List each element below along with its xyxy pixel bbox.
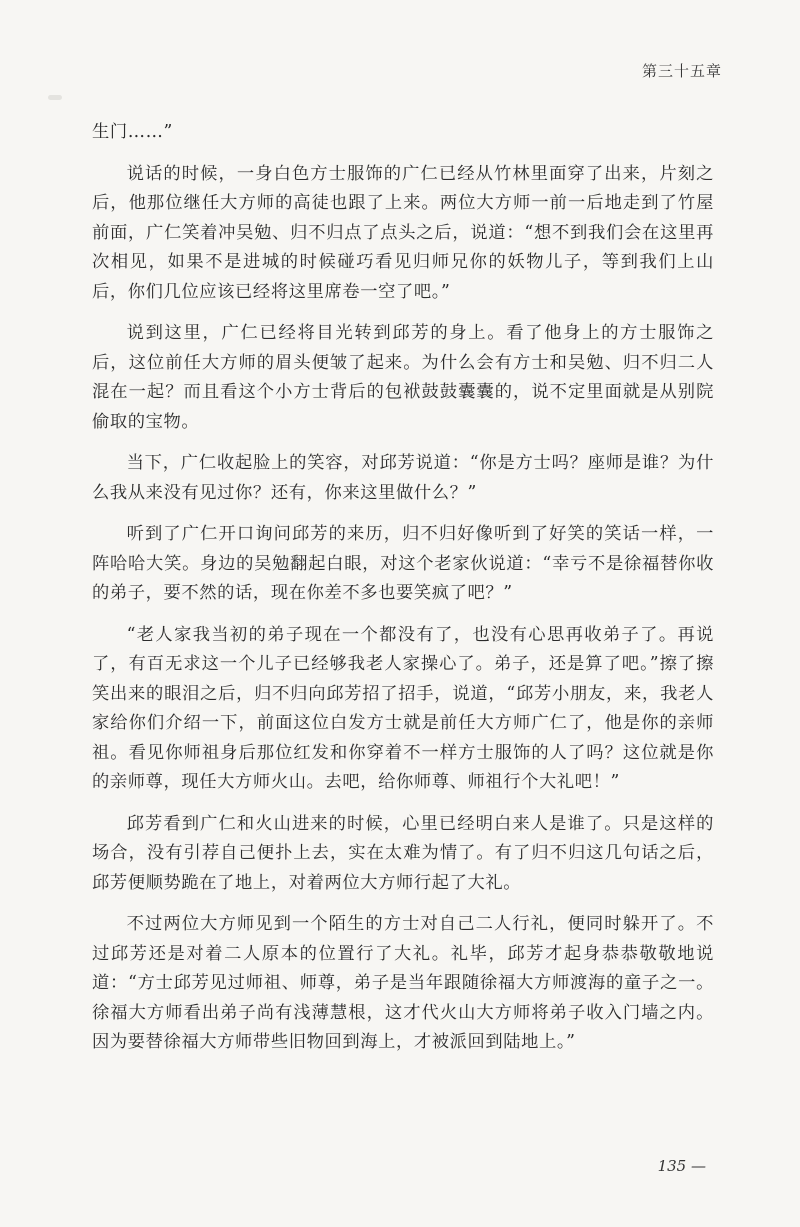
paragraph: “老人家我当初的弟子现在一个都没有了，也没有心思再收弟子了。再说了，有百无求这一个儿子已经够我老人家操心了。弟子，还是算了吧。”擦了擦笑出来的眼泪之后，归不归向邱芳招了招手，说道，“邱芳小朋友，来，我老人家给你们介绍一下，前面这位白发方士就是前任大方师广仁了，他是你的亲师祖。看见你师祖身后那位红发和你穿着不一样方士服饰的人了吗？这位就是你的亲师尊，现任大方师火山。去吧，给你师尊、师祖行个大礼吧！”	[92, 624, 714, 792]
paragraph: 不过两位大方师见到一个陌生的方士对自己二人行礼，便同时躲开了。不过邱芳还是对着二人原本的位置行了大礼。礼毕，邱芳才起身恭恭敬敬地说道：“方士邱芳见过师祖、师尊，弟子是当年跟随徐福大方师渡海的童子之一。徐福大方师看出弟子尚有浅薄慧根，这才代火山大方师将弟子收入门墙之内。因为要替徐福大方师带些旧物回到海上，才被派回到陆地上。”	[92, 914, 714, 1052]
paragraph: 生门……”	[92, 122, 173, 142]
paragraph: 听到了广仁开口询问邱芳的来历，归不归好像听到了好笑的笑话一样，一阵哈哈大笑。身边的吴勉翻起白眼，对这个老家伙说道：“幸亏不是徐福替你收的弟子，要不然的话，现在你差不多也要笑疯了吧？”	[92, 524, 714, 603]
paragraph: 邱芳看到广仁和火山进来的时候，心里已经明白来人是谁了。只是这样的场合，没有引荐自己便扑上去，实在太难为情了。有了归不归这几句话之后，邱芳便顺势跪在了地上，对着两位大方师行起了大礼。	[92, 813, 714, 893]
paragraph: 说到这里，广仁已经将目光转到邱芳的身上。看了他身上的方士服饰之后，这位前任大方师的眉头便皱了起来。为什么会有方士和吴勉、归不归二人混在一起？而且看这个小方士背后的包袱鼓鼓囊囊的，说不定里面就是从别院偷取的宝物。	[92, 323, 714, 432]
chapter-header: 第三十五章	[641, 62, 722, 80]
page-number: 135 —	[657, 1157, 706, 1175]
body-text	[92, 118, 714, 1058]
paragraph: 当下，广仁收起脸上的笑容，对邱芳说道：“你是方士吗？座师是谁？为什么我从来没有见过你？还有，你来这里做什么？”	[92, 453, 714, 503]
paper-speck	[48, 95, 62, 100]
paragraph: 说话的时候，一身白色方士服饰的广仁已经从竹林里面穿了出来，片刻之后，他那位继任大方师的高徒也跟了上来。两位大方师一前一后地走到了竹屋前面，广仁笑着冲吴勉、归不归点了点头之后，说道：“想不到我们会在这里再次相见，如果不是进城的时候碰巧看见归师兄你的妖物儿子，等到我们上山后，你们几位应该已经将这里席卷一空了吧。”	[92, 163, 714, 302]
